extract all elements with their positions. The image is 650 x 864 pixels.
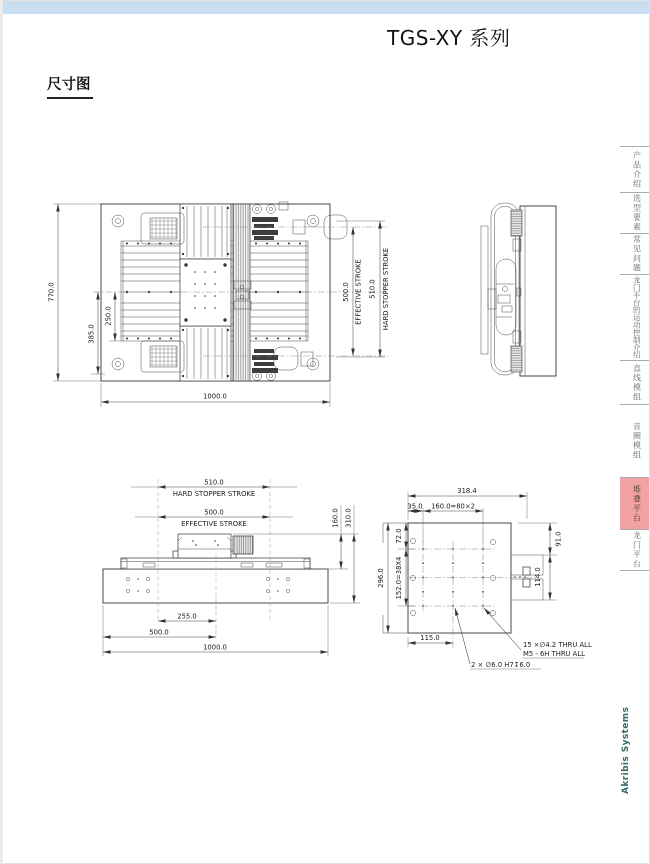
page-title: TGS-XY 系列 (380, 22, 517, 51)
dim-effective-stroke: 500.0 (342, 282, 350, 302)
header-bar (3, 1, 650, 14)
section-title: 尺寸图 (47, 73, 93, 99)
table-detail-drawing (371, 481, 613, 685)
dim-1000: 1000.0 (203, 392, 227, 401)
note-tapped-holes: M5 - 6H THRU ALL (523, 650, 585, 658)
carriage-plate (180, 259, 231, 326)
sidebar-item-gantry-stages[interactable] (620, 529, 650, 571)
dim-1000: 1000.0 (203, 643, 227, 652)
motor-block (233, 536, 253, 554)
note-thru-holes: 15 ×∅4.2 THRU ALL (523, 641, 592, 649)
base-block (103, 569, 328, 603)
label-effective-stroke: EFFECTIVE STROKE (181, 520, 247, 528)
sidebar-item-label: 龙门平台 (632, 531, 642, 569)
dim-115: 115.0 (420, 634, 440, 642)
label-effective-stroke: EFFECTIVE STROKE (354, 259, 363, 325)
dim-152x4: 152.0=38X4 (395, 556, 403, 600)
sidebar-item-label: 龙门平台的运动控制介绍 (632, 276, 642, 359)
dim-385: 385.0 (87, 324, 96, 344)
dim-296: 296.0 (377, 568, 385, 588)
motor-cluster-top (252, 202, 347, 240)
base-edge (517, 206, 556, 376)
dim-510: 510.0 (204, 478, 224, 487)
dim-35: 35.0 (407, 502, 423, 511)
label-hard-stopper: HARD STOPPER STROKE (172, 490, 256, 498)
dim-160: 160.0 (331, 508, 340, 528)
dimensions (377, 487, 592, 669)
sidebar-item-stacked-stages[interactable] (620, 477, 650, 529)
sidebar-item-faq[interactable] (620, 233, 650, 274)
carriage-front (173, 534, 253, 558)
sidebar-item-label: 堆叠平台 (632, 484, 642, 523)
dim-310: 310.0 (344, 508, 353, 528)
label-hard-stopper: HARD STOPPER STROKE (382, 247, 390, 331)
sidebar-item-label: 选型要素 (632, 194, 642, 232)
dim-500b: 500.0 (149, 628, 169, 637)
dim-500: 500.0 (204, 508, 224, 517)
sidebar-item-gantry-motion-control[interactable] (620, 274, 650, 360)
front-view-drawing (71, 471, 373, 675)
sidebar-tabs (620, 146, 650, 571)
sidebar-item-voice-coil-modules[interactable] (620, 404, 650, 477)
note-dowel-holes: 2 × ∅6.0 H7↧6.0 (471, 661, 531, 669)
side-mechanism (488, 284, 514, 317)
sidebar-item-label: 直线模组 (632, 363, 642, 402)
dim-250: 250.0 (104, 306, 113, 326)
sidebar-item-product-intro[interactable] (620, 146, 650, 192)
encoder-blocks (141, 213, 184, 372)
table-plate (383, 523, 543, 633)
motor-cluster-bottom (252, 347, 313, 381)
dim-91: 91.0 (554, 531, 563, 547)
sidebar-item-label: 产品介绍 (632, 150, 642, 189)
top-view-drawing (43, 184, 395, 423)
dim-770: 770.0 (47, 282, 56, 302)
sidebar-item-label: 音圈模组 (632, 422, 642, 460)
brand-name: Akribis Systems (621, 706, 631, 794)
side-view-drawing (458, 189, 618, 398)
dim-72: 72.0 (395, 528, 403, 544)
dim-160x2: 160.0=80×2 (431, 502, 475, 511)
dim-hard-stopper: 510.0 (368, 279, 377, 299)
dim-318: 318.4 (457, 487, 477, 495)
rail-plate (121, 558, 310, 569)
dim-114: 114.0 (534, 567, 542, 587)
sidebar-item-label: 常见问题 (632, 235, 642, 273)
dim-255: 255.0 (177, 612, 197, 621)
sidebar-item-selection-factors[interactable] (620, 192, 650, 233)
sidebar-item-linear-modules[interactable] (620, 360, 650, 404)
